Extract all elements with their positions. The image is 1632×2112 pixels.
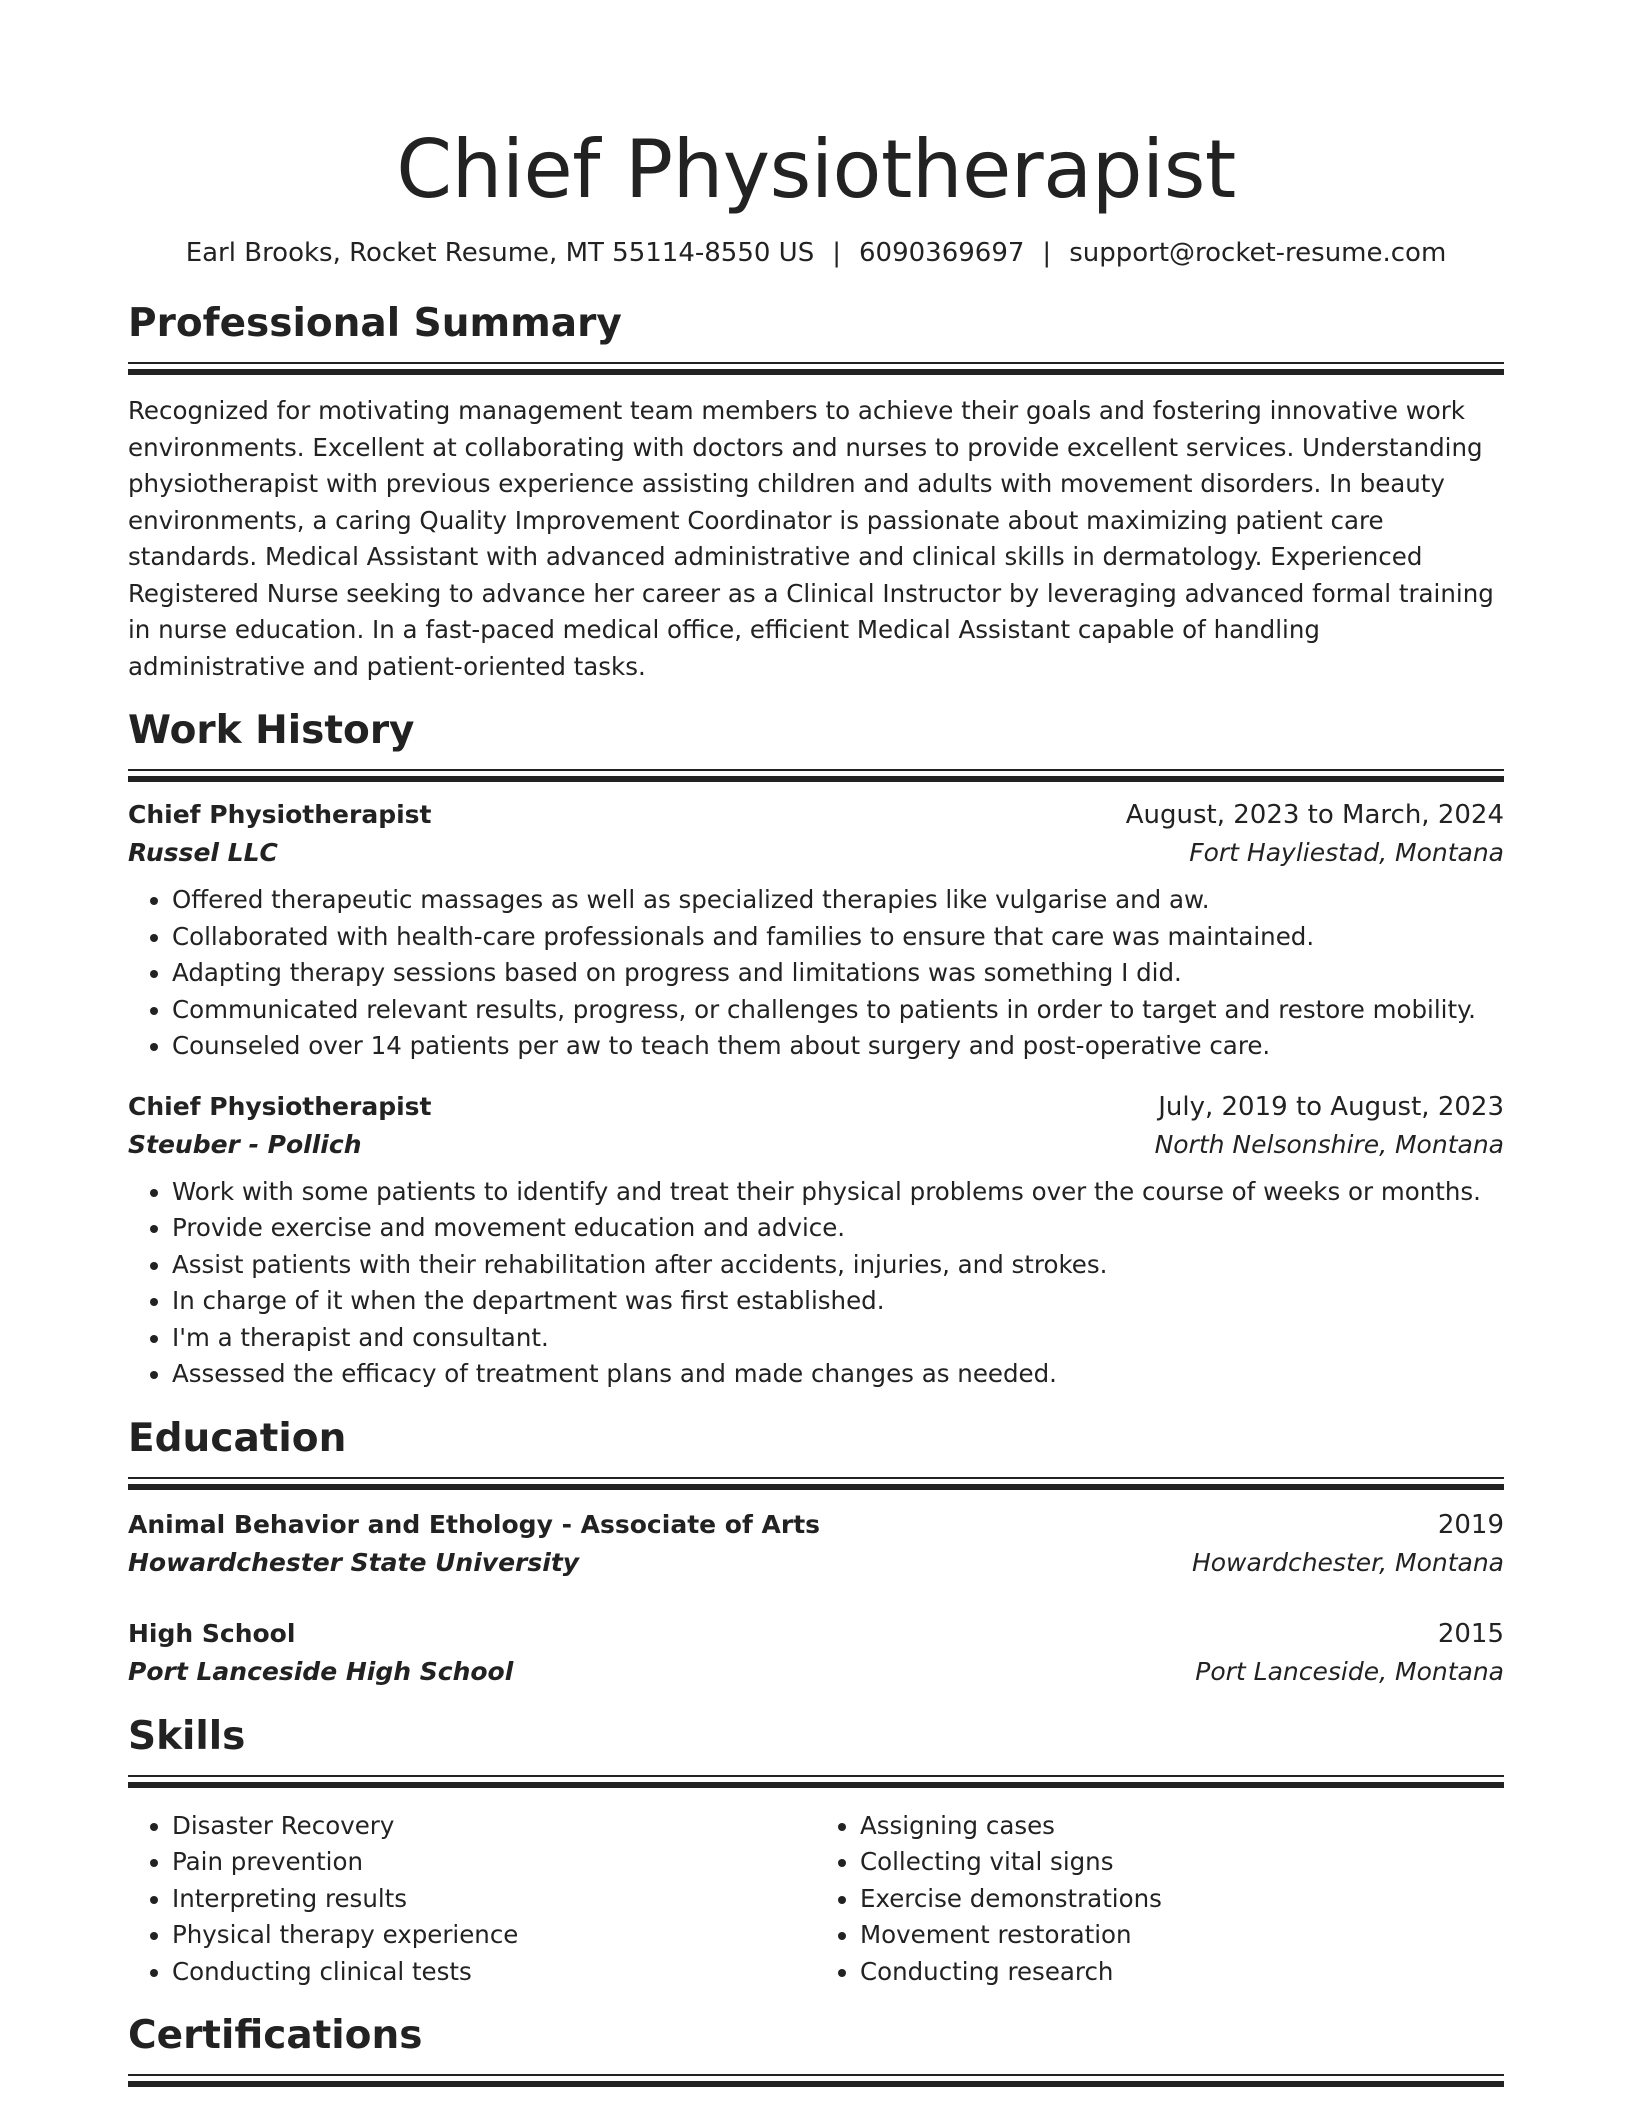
job-bullet: • In charge of it when the department was first established. <box>172 1283 1504 1320</box>
section-divider <box>128 1477 1504 1490</box>
education-school: Port Lanceside High School <box>128 1656 514 1686</box>
section-divider <box>128 1775 1504 1788</box>
job-bullets <box>128 882 1504 1065</box>
job-bullet: • Counseled over 14 patients per aw to teach them about surgery and post-operative care. <box>172 1028 1504 1065</box>
summary-text: Recognized for motivating management team members to achieve their goals and fostering innovative work environments. Excellent at collaborating with doctors and nurses to provide excellent services. Understanding physiotherapist with previous experience assisting children and adults with movement disorders. In beauty environments, a caring Quality Improvement Coordinator is passionate about maximizing patient care standards. Medical Assistant with advanced administrative and clinical skills in dermatology. Experienced Registered Nurse seeking to advance her career as a Clinical Instructor by leveraging advanced formal training in nurse education. In a fast-paced medical office, efficient Medical Assistant capable of handling administrative and patient-oriented tasks. <box>128 396 1494 681</box>
contact-phone: 6090369697 <box>859 238 1025 268</box>
certifications-section <box>128 2012 1504 2087</box>
skills-columns <box>128 1798 1504 1991</box>
education-school: Howardchester State University <box>128 1547 580 1577</box>
skill-item: • Collecting vital signs <box>860 1844 1504 1881</box>
job-bullet: • I'm a therapist and consultant. <box>172 1320 1504 1357</box>
skill-item: • Exercise demonstrations <box>860 1881 1504 1918</box>
contact-line <box>128 236 1504 270</box>
job-bullet: • Assessed the efficacy of treatment plans and made changes as needed. <box>172 1356 1504 1393</box>
skills-section <box>128 1713 1504 1991</box>
job-dates: August, 2023 to March, 2024 <box>1125 800 1504 830</box>
education-entry <box>128 1615 1504 1691</box>
job-location: North Nelsonshire, Montana <box>1154 1129 1504 1159</box>
job-bullet: • Provide exercise and movement education and advice. <box>172 1210 1504 1247</box>
section-divider <box>128 362 1504 375</box>
contact-separator: | <box>832 238 841 268</box>
skill-item: • Physical therapy experience <box>172 1917 816 1954</box>
skill-item: • Interpreting results <box>172 1881 816 1918</box>
job-bullet: • Communicated relevant results, progress, or challenges to patients in order to target and restore mobility. <box>172 992 1504 1029</box>
education-location: Port Lanceside, Montana <box>1195 1656 1504 1686</box>
job-company: Russel LLC <box>128 838 278 867</box>
section-divider <box>128 769 1504 782</box>
job-location: Fort Hayliestad, Montana <box>1189 838 1504 867</box>
section-title-summary: Professional Summary <box>128 301 622 346</box>
education-section <box>128 1415 1504 1691</box>
section-title-certifications: Certifications <box>128 2013 423 2058</box>
skills-list-left <box>128 1808 816 1991</box>
skill-item: • Disaster Recovery <box>172 1808 816 1845</box>
job-entry <box>128 1088 1504 1393</box>
contact-separator: | <box>1042 238 1052 268</box>
job-bullet: • Adapting therapy sessions based on progress and limitations was something I did. <box>172 955 1504 992</box>
job-bullets <box>128 1174 1504 1393</box>
job-bullet: • Assist patients with their rehabilitation after accidents, injuries, and strokes. <box>172 1247 1504 1284</box>
skill-item: • Conducting clinical tests <box>172 1954 816 1991</box>
education-year: 2015 <box>1437 1618 1504 1649</box>
skills-list-right <box>816 1808 1504 1991</box>
summary-section <box>128 300 1504 685</box>
section-title-work: Work History <box>128 708 415 753</box>
job-title: Chief Physiotherapist <box>128 800 432 829</box>
education-degree: Animal Behavior and Ethology - Associate of Arts <box>128 1509 821 1539</box>
work-history-section <box>128 707 1504 1393</box>
job-dates: July, 2019 to August, 2023 <box>1158 1091 1504 1122</box>
section-title-skills: Skills <box>128 1713 246 1759</box>
contact-address: Earl Brooks, Rocket Resume, MT 55114-8550 US <box>185 238 815 268</box>
job-bullet: • Offered therapeutic massages as well as specialized therapies like vulgarise and aw. <box>172 882 1504 919</box>
education-degree: High School <box>128 1618 296 1648</box>
job-title: Chief Physiotherapist <box>128 1091 432 1121</box>
skill-item: • Movement restoration <box>860 1917 1504 1954</box>
job-entry <box>128 796 1504 1065</box>
education-location: Howardchester, Montana <box>1191 1547 1504 1577</box>
job-bullet: • Collaborated with health-care professionals and families to ensure that care was maintained. <box>172 919 1504 956</box>
resume-name: Chief Physiotherapist <box>396 123 1236 216</box>
skill-item: • Pain prevention <box>172 1844 816 1881</box>
education-entry <box>128 1506 1504 1582</box>
job-bullet: • Work with some patients to identify and treat their physical problems over the course of weeks or months. <box>172 1174 1504 1211</box>
job-company: Steuber - Pollich <box>128 1129 362 1159</box>
section-title-education: Education <box>128 1415 347 1461</box>
skill-item: • Conducting research <box>860 1954 1504 1991</box>
contact-email: support@rocket-resume.com <box>1069 238 1447 268</box>
skill-item: • Assigning cases <box>860 1808 1504 1845</box>
education-year: 2019 <box>1437 1509 1504 1540</box>
section-divider <box>128 2074 1504 2087</box>
